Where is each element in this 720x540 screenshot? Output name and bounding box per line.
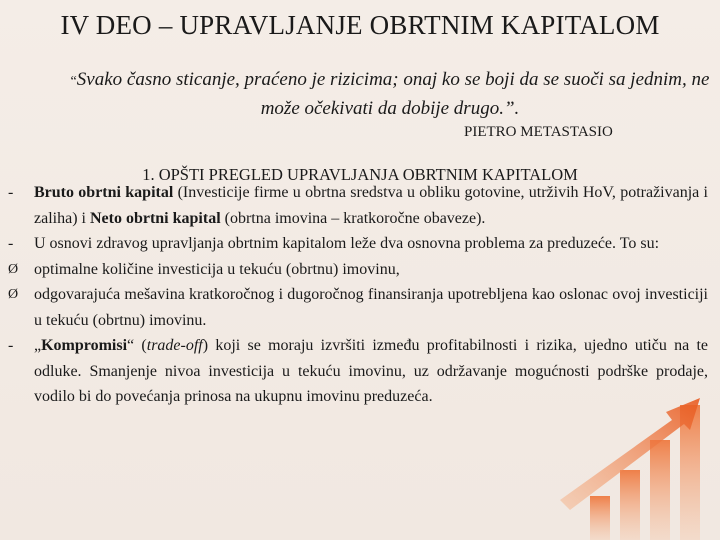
item-text: (Investicije firme u obrtna sredstva u obliku gotovine, utrživih HoV, potraživanja i zaliha) i	[34, 184, 709, 227]
item-text: “ (	[127, 337, 147, 354]
list-item	[8, 282, 708, 333]
arrow-bullet-icon: Ø	[8, 287, 19, 302]
arrow-bullet-icon: Ø	[8, 261, 19, 277]
item-text: (obrtna imovina – kratkoročne obaveze).	[220, 209, 486, 227]
item-text: U osnovi zdravog upravljanja obrtnim kapitalom leže dva osnovna problema za preduzeće. To su:	[34, 235, 660, 252]
item-text: „	[34, 337, 42, 354]
term-bruto-obrtni-kapital: Bruto obrtni kapital	[34, 184, 174, 201]
list-item	[8, 180, 708, 231]
dash-bullet: -	[8, 337, 14, 354]
quote-author: PIETRO METASTASIO	[464, 124, 613, 140]
item-text: optimalne količine investicija u tekuću (obrtnu) imovinu,	[34, 260, 400, 278]
term-trade-off: trade-off	[146, 337, 203, 354]
quote-open-mark: “	[70, 74, 77, 89]
item-text: ) koji se moraju izvršiti između profitabilnosti i rizika, ujedno utiču na te odluke. Smanjenje nivoa investicija u tekuću imovinu, uz održavanje mogućnosti podrške prodaje, vodilo bi do povećanja prinosa na ukupnu imovinu preduzeća.	[34, 337, 709, 405]
quote-block	[70, 66, 710, 122]
term-neto-obrtni-kapital: Neto obrtni kapital	[89, 209, 221, 227]
list-item	[8, 257, 708, 283]
dash-bullet: -	[8, 184, 14, 201]
quote-text: Svako časno sticanje, praćeno je rizicima; onaj ko se boji da se suoči sa jednim, ne može očekivati da dobije drugo.	[76, 69, 710, 119]
list-item	[8, 231, 708, 257]
item-text: odgovarajuća mešavina kratkoročnog i dugoročnog finansiranja upotrebljena kao oslonac ovoj investiciji u tekuću (obrtnu) imovinu.	[34, 286, 708, 329]
dash-bullet: -	[8, 235, 14, 252]
content-list	[8, 180, 708, 410]
term-kompromisi: Kompromisi	[41, 337, 128, 354]
list-item	[8, 333, 708, 410]
quote-close-mark: ”.	[503, 98, 520, 119]
slide-title: IV DEO – UPRAVLJANJE OBRTNIM KAPITALOM	[60, 10, 660, 40]
section-heading: 1. OPŠTI PREGLED UPRAVLJANJA OBRTNIM KAPITALOM	[142, 165, 578, 184]
